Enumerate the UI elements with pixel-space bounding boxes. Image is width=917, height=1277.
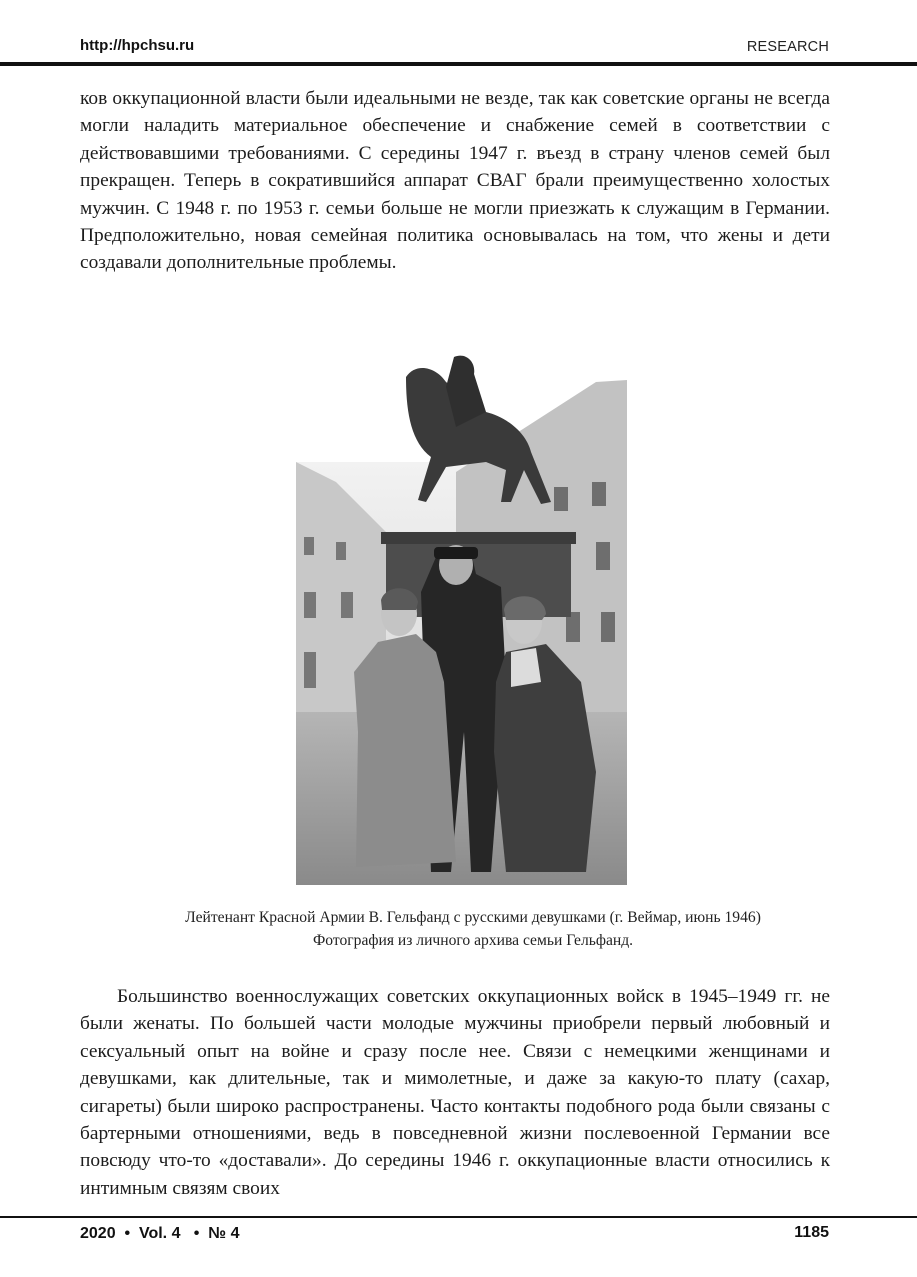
- caption-line-1: Лейтенант Красной Армии В. Гельфанд с русскими девушками (г. Веймар, июнь 1946): [185, 909, 761, 926]
- paragraph-text: ков оккупационной власти были идеальными не везде, так как советские органы не всегда могли наладить материальное обеспечение и снабжение семей в соответствии с действовавшими требованиями. С середины 1947 г. въезд в страну членов семей был прекращен. Теперь в сократившийся аппарат СВАГ брали преимущественно холостых мужчин. С 1948 г. по 1953 г. семьи больше не могли приезжать к служащим в Германии. Предположительно, новая семейная политика основывалась на том, что жены и дети создавали дополнительные проблемы.: [80, 88, 830, 274]
- journal-url: http://hpchsu.ru: [80, 37, 195, 54]
- header-rule: [0, 62, 917, 66]
- paragraph-text: Большинство военнослужащих советских оккупационных войск в 1945–1949 гг. не были женаты. По большей части молодые мужчины приобрели первый любовный и сексуальный опыт на войне и сразу после нее. Связи с немецкими женщинами и девушками, как длительные, так и мимолетные, и даже за какую-то плату (сахар, сигареты) были широко распространены. Часто контакты подобного рода были связаны с бартерными отношениями, ведь в повседневной жизни послевоенной Германии все повсюду что-то «доставали». До середины 1946 г. оккупационные власти относились к интимным связям своих: [80, 986, 830, 1199]
- photo-illustration: [296, 352, 627, 885]
- caption-line-2: Фотография из личного архива семьи Гельфанд.: [312, 932, 634, 949]
- body-paragraph-top: [80, 85, 830, 277]
- footer-rule: [0, 1216, 917, 1218]
- archival-photograph: [296, 352, 627, 885]
- section-label: RESEARCH: [746, 39, 829, 55]
- page-number: 1185: [794, 1224, 829, 1241]
- issue-info: 2020 • Vol. 4 • № 4: [80, 1225, 240, 1242]
- body-paragraph-bottom: [80, 983, 830, 1202]
- figure-caption: [80, 906, 866, 952]
